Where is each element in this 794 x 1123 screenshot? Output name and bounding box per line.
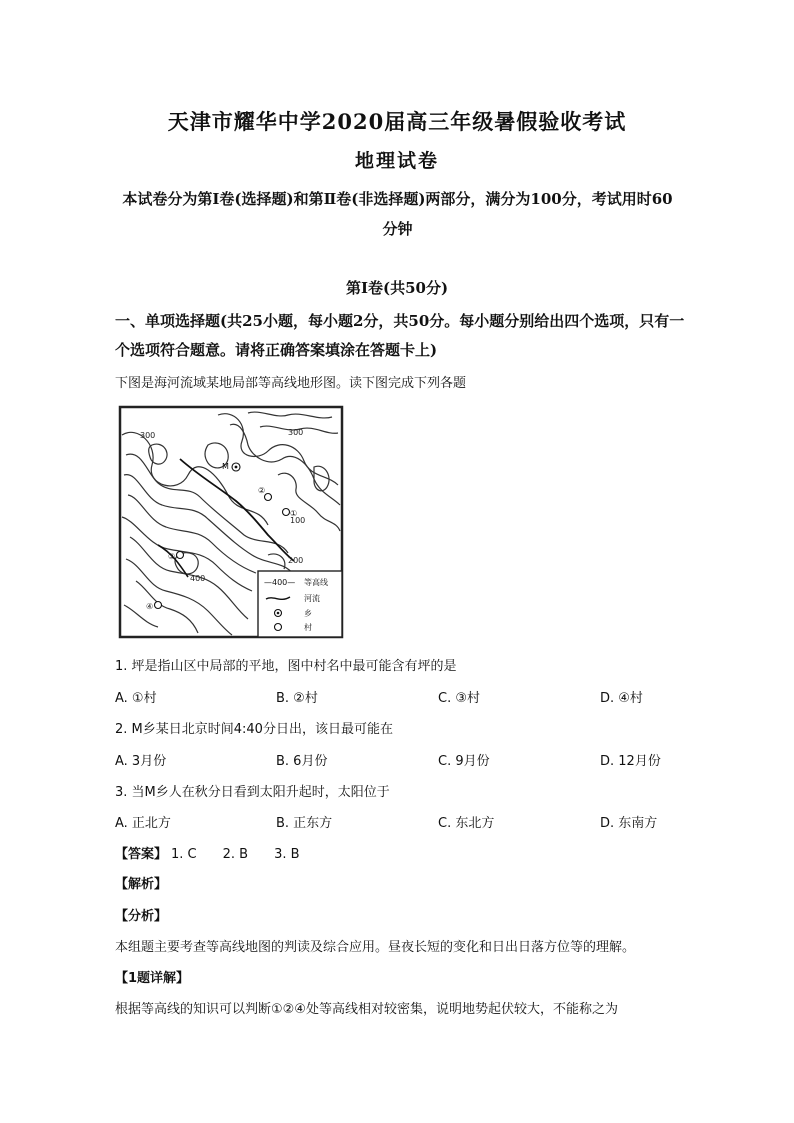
section-instructions: 一、单项选择题(共25小题，每小题2分，共50分。每小题分别给出四个选项，只有一个选项符合题意。请将正确答案填涂在答题卡上) [115,312,685,359]
question-1-option-a[interactable]: A. ①村 [115,691,157,706]
village-marker-1 [283,509,290,516]
answer-value-1: 1. C [171,847,197,862]
map-legend [258,571,342,637]
question-2-option-b[interactable]: B. 6月份 [276,754,328,769]
township-label-m: M [222,462,229,471]
question-2-option-a[interactable]: A. 3月份 [115,754,167,769]
question-3-option-c[interactable]: C. 东北方 [438,816,495,831]
question-3-option-a[interactable]: A. 正北方 [115,816,171,831]
village-label-1: ① [290,509,298,518]
contour-label-400: 400 [190,574,206,583]
question-1-stem: 1. 坪是指山区中局部的平地，图中村名中最可能含有坪的是 [115,659,457,674]
village-marker-2 [265,494,272,501]
village-label-4: ④ [146,602,154,611]
exam-title: 天津市耀华中学2020届高三年级暑假验收考试 [167,109,627,134]
exam-subtitle: 地理试卷 [354,150,439,172]
village-marker-4 [155,602,162,609]
exam-intro: 本试卷分为第Ⅰ卷(选择题)和第Ⅱ卷(非选择题)两部分，满分为100分，考试用时60分钟 [122,190,673,238]
contour-label-300a: 300 [140,431,156,440]
question-1-option-b[interactable]: B. ②村 [276,691,318,706]
legend-village-symbol [275,624,282,631]
question-1-option-d[interactable]: D. ④村 [600,691,643,706]
contour-label-300b: 300 [288,428,304,437]
legend-text-township: 乡 [304,609,312,618]
analysis-label: 【解析】 [115,877,168,892]
answer-value-3: 3. B [274,847,300,862]
detail-label: 【1题详解】 [115,971,190,986]
question-lead: 下图是海河流域某地局部等高线地形图。读下图完成下列各题 [115,376,467,391]
question-3-stem: 3. 当M乡人在秋分日看到太阳升起时，太阳位于 [115,785,390,800]
question-2-stem: 2. M乡某日北京时间4:40分日出，该日最可能在 [115,722,393,737]
question-3-option-d[interactable]: D. 东南方 [600,816,658,831]
detail-text: 根据等高线的知识可以判断①②④处等高线相对较密集，说明地势起伏较大，不能称之为 [115,1002,618,1017]
section-title: 第Ⅰ卷(共50分) [345,279,449,297]
village-label-2: ② [258,486,266,495]
legend-symbol-contour: —400— [264,578,296,587]
legend-text-village: 村 [304,623,312,632]
answer-value-2: 2. B [222,847,249,862]
village-label-3: ③ [168,552,176,561]
legend-text-contour: 等高线 [304,578,328,587]
legend-text-river: 河流 [304,594,320,603]
contour-map [118,405,344,639]
question-3-option-b[interactable]: B. 正东方 [276,816,333,831]
analysis-sub-label: 【分析】 [115,909,168,924]
answer-line [115,843,300,862]
village-marker-3 [177,552,184,559]
question-2-option-d[interactable]: D. 12月份 [600,754,661,769]
contour-label-200: 200 [288,556,304,565]
answer-label: 【答案】 [115,847,168,862]
analysis-text: 本组题主要考查等高线地图的判读及综合应用。昼夜长短的变化和日出日落方位等的理解。 [115,940,636,955]
question-2-option-c[interactable]: C. 9月份 [438,754,490,769]
contour-label-100: 100 [290,516,306,525]
question-1-option-c[interactable]: C. ③村 [438,691,480,706]
